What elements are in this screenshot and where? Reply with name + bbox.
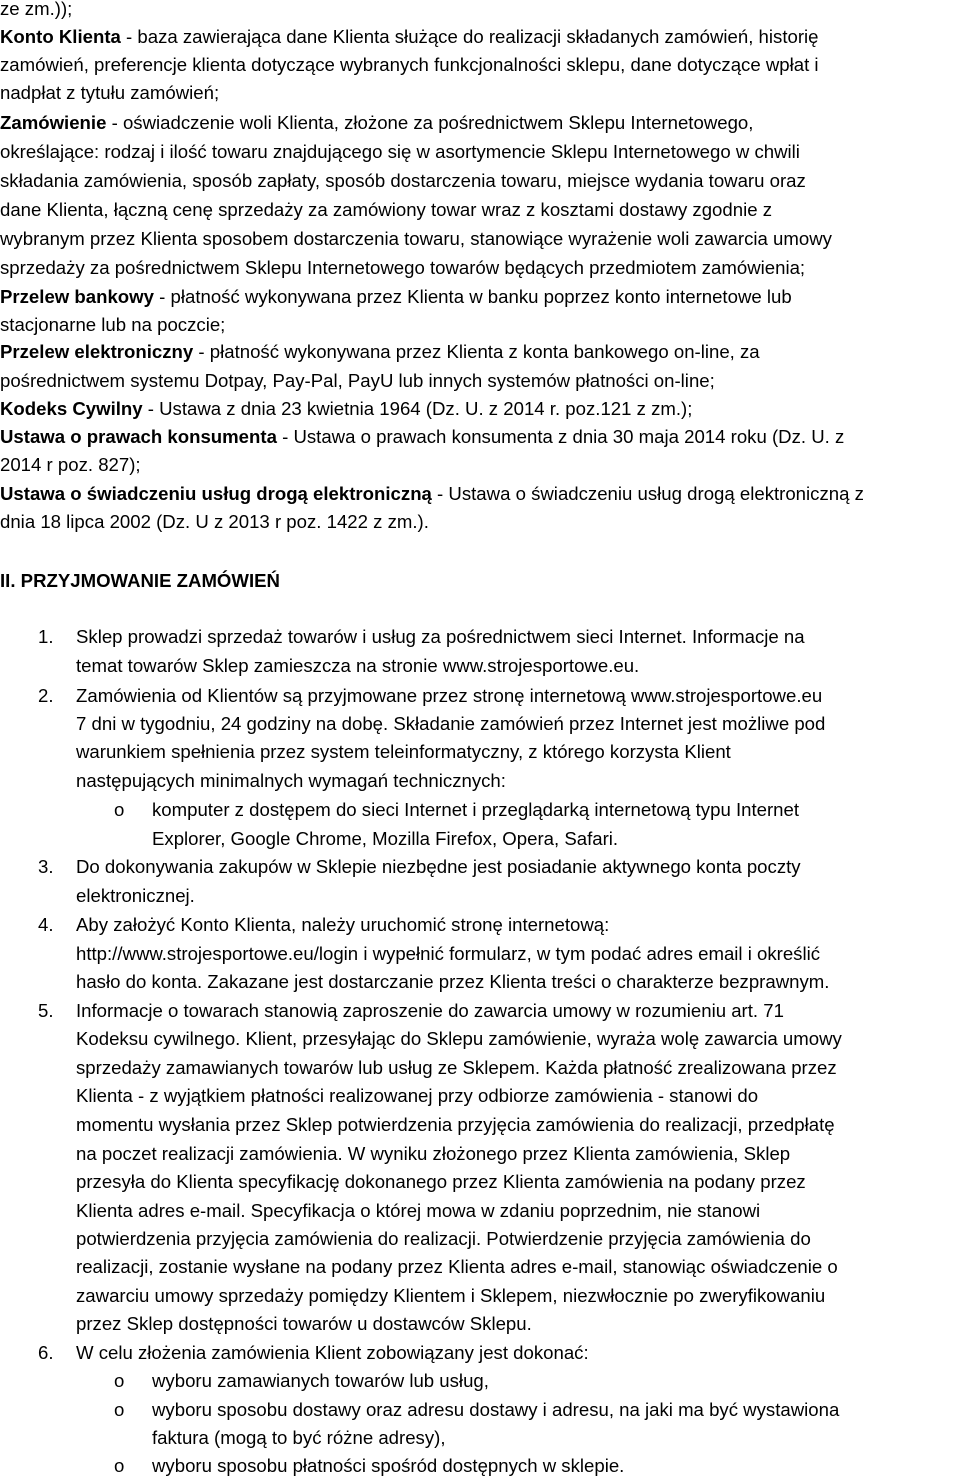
- list-item-line: potwierdzenia przyjęcia zamówienia do realizacji. Potwierdzenie przyjęcia zamówienia do: [76, 1228, 811, 1249]
- list-item-line: W celu złożenia zamówienia Klient zobowiązany jest dokonać:: [76, 1342, 589, 1363]
- definition-text: - Ustawa o świadczeniu usług drogą elektroniczną z: [431, 483, 864, 504]
- text-line: nadpłat z tytułu zamówień;: [0, 82, 220, 103]
- list-item-line: Kodeksu cywilnego. Klient, przesyłając do Sklepu zamówienie, wyraża wolę zawarcia umowy: [76, 1028, 842, 1049]
- term-label: Konto Klienta: [0, 26, 121, 47]
- bullet-marker: o: [114, 1455, 125, 1476]
- text-line: ze zm.));: [0, 0, 73, 19]
- definition-text: - baza zawierająca dane Klienta służące do realizacji składanych zamówień, historię: [120, 26, 819, 47]
- list-number: 5.: [38, 1000, 54, 1021]
- sub-item-line: faktura (mogą to być różne adresy),: [152, 1427, 446, 1448]
- list-item-line: Informacje o towarach stanowią zaproszenie do zawarcia umowy w rozumieniu art. 71: [76, 1000, 784, 1021]
- list-item-line: Aby założyć Konto Klienta, należy uruchomić stronę internetową:: [76, 914, 610, 935]
- sub-item-line: Explorer, Google Chrome, Mozilla Firefox, Opera, Safari.: [152, 828, 619, 849]
- list-item-line: na poczet realizacji zamówienia. W wyniku złożonego przez Klienta zamówienia, Sklep: [76, 1143, 791, 1164]
- text-line: stacjonarne lub na poczcie;: [0, 314, 226, 335]
- text-line: wybranym przez Klienta sposobem dostarczenia towaru, stanowiące wyrażenie woli zawarcia umowy: [0, 228, 832, 249]
- list-item-line: temat towarów Sklep zamieszcza na stronie www.strojesportowe.eu.: [76, 655, 640, 676]
- list-item-line: Klienta adres e-mail. Specyfikacja o której mowa w zdaniu poprzednim, nie stanowi: [76, 1200, 761, 1221]
- definition-text: - Ustawa z dnia 23 kwietnia 1964 (Dz. U. z 2014 r. poz.121 z zm.);: [142, 398, 693, 419]
- bullet-marker: o: [114, 1399, 125, 1420]
- definition-text: - Ustawa o prawach konsumenta z dnia 30 maja 2014 roku (Dz. U. z: [276, 426, 845, 447]
- definition-text: - płatność wykonywana przez Klienta w banku poprzez konto internetowe lub: [153, 286, 792, 307]
- sub-item-line: wyboru sposobu dostawy oraz adresu dostawy i adresu, na jaki ma być wystawiona: [152, 1399, 840, 1420]
- definition-przelew-elektroniczny: [0, 341, 760, 363]
- list-item-line: następujących minimalnych wymagań technicznych:: [76, 770, 506, 791]
- sub-item-line: wyboru zamawianych towarów lub usług,: [152, 1370, 489, 1391]
- bullet-marker: o: [114, 1370, 125, 1391]
- definition-konto-klienta: [0, 26, 819, 48]
- text-line: zamówień, preferencje klienta dotyczące wybranych funkcjonalności sklepu, dane dotyczące wpłat i: [0, 54, 819, 75]
- text-line: określające: rodzaj i ilość towaru znajdującego się w asortymencie Sklepu Internetowego w chwili: [0, 141, 800, 162]
- text-line: pośrednictwem systemu Dotpay, Pay-Pal, PayU lub innych systemów płatności on-line;: [0, 370, 715, 391]
- list-number: 6.: [38, 1342, 54, 1363]
- list-item-line: realizacji, zostanie wysłane na podany przez Klienta adres e-mail, stanowiąc oświadczenie o: [76, 1256, 838, 1277]
- text-line: dane Klienta, łączną cenę sprzedaży za zamówiony towar wraz z kosztami dostawy zgodnie z: [0, 199, 773, 220]
- term-label: Przelew elektroniczny: [0, 341, 194, 362]
- list-item-line: http://www.strojesportowe.eu/login i wypełnić formularz, w tym podać adres email i określić: [76, 943, 821, 964]
- definition-text: - płatność wykonywana przez Klienta z konta bankowego on-line, za: [193, 341, 760, 362]
- list-item-line: zawarciu umowy sprzedaży pomiędzy Klientem i Sklepem, niezwłocznie po zweryfikowaniu: [76, 1285, 826, 1306]
- term-label: Zamówienie: [0, 112, 107, 133]
- text-line: sprzedaży za pośrednictwem Sklepu Internetowego towarów będących przedmiotem zamówienia;: [0, 257, 806, 278]
- list-item-line: przesyła do Klienta specyfikację dokonanego przez Klienta zamówienia na podany przez: [76, 1171, 806, 1192]
- definition-kodeks-cywilny: [0, 398, 692, 420]
- sub-item-line: wyboru sposobu płatności spośród dostępnych w sklepie.: [152, 1455, 625, 1476]
- list-number: 4.: [38, 914, 54, 935]
- list-item-line: elektronicznej.: [76, 885, 195, 906]
- term-label: Ustawa o świadczeniu usług drogą elektroniczną: [0, 483, 432, 504]
- list-item-line: przez Sklep dostępności towarów u dostawców Sklepu.: [76, 1313, 532, 1334]
- list-item-line: 7 dni w tygodniu, 24 godziny na dobę. Składanie zamówień przez Internet jest możliwe pod: [76, 713, 826, 734]
- definition-ustawa-uslugi: [0, 483, 864, 505]
- list-number: 3.: [38, 856, 54, 877]
- section-heading: II. PRZYJMOWANIE ZAMÓWIEŃ: [0, 570, 280, 591]
- list-number: 1.: [38, 626, 54, 647]
- sub-item-line: komputer z dostępem do sieci Internet i przeglądarką internetową typu Internet: [152, 799, 800, 820]
- bullet-marker: o: [114, 799, 125, 820]
- list-item-line: Klienta - z wyjątkiem płatności realizowanej przy odbiorze zamówienia - stanowi do: [76, 1085, 759, 1106]
- list-item-line: warunkiem spełnienia przez system teleinformatyczny, z którego korzysta Klient: [76, 741, 731, 762]
- term-label: Ustawa o prawach konsumenta: [0, 426, 277, 447]
- text-line: 2014 r poz. 827);: [0, 454, 141, 475]
- term-label: Kodeks Cywilny: [0, 398, 143, 419]
- definition-text: - oświadczenie woli Klienta, złożone za pośrednictwem Sklepu Internetowego,: [106, 112, 754, 133]
- definition-przelew-bankowy: [0, 286, 792, 308]
- list-item-line: momentu wysłania przez Sklep potwierdzenia przyjęcia zamówienia do realizacji, przedpłatę: [76, 1114, 835, 1135]
- text-line: składania zamówienia, sposób zapłaty, sposób dostarczenia towaru, miejsce wydania towaru oraz: [0, 170, 806, 191]
- list-item-line: Sklep prowadzi sprzedaż towarów i usług za pośrednictwem sieci Internet. Informacje na: [76, 626, 805, 647]
- list-item-line: Zamówienia od Klientów są przyjmowane przez stronę internetową www.strojesportowe.eu: [76, 685, 823, 706]
- list-item-line: Do dokonywania zakupów w Sklepie niezbędne jest posiadanie aktywnego konta poczty: [76, 856, 801, 877]
- list-item-line: hasło do konta. Zakazane jest dostarczanie przez Klienta treści o charakterze bezprawnym.: [76, 971, 830, 992]
- definition-zamowienie: [0, 112, 753, 134]
- list-item-line: sprzedaży zamawianych towarów lub usług ze Sklepem. Każda płatność zrealizowana przez: [76, 1057, 837, 1078]
- list-number: 2.: [38, 685, 54, 706]
- definition-ustawa-konsument: [0, 426, 844, 448]
- term-label: Przelew bankowy: [0, 286, 154, 307]
- text-line: dnia 18 lipca 2002 (Dz. U z 2013 r poz. 1422 z zm.).: [0, 511, 429, 532]
